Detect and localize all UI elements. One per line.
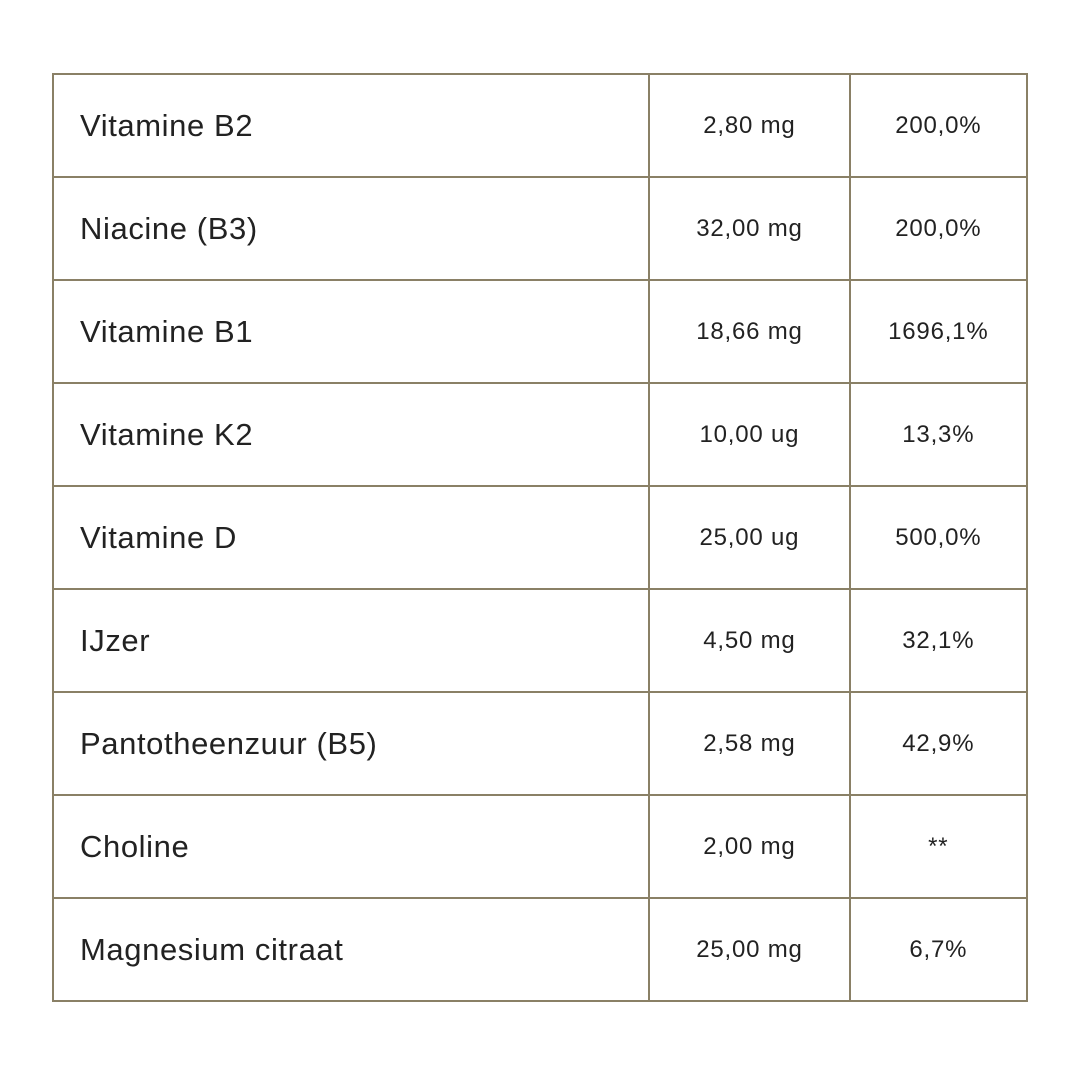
nutrient-name: Vitamine D — [53, 486, 649, 589]
nutrient-name: IJzer — [53, 589, 649, 692]
nutrient-percent: 200,0% — [850, 74, 1027, 177]
nutrient-name: Vitamine B1 — [53, 280, 649, 383]
table-row — [53, 280, 1027, 383]
nutrient-percent: 200,0% — [850, 177, 1027, 280]
nutrient-percent: 500,0% — [850, 486, 1027, 589]
nutrient-name: Pantotheenzuur (B5) — [53, 692, 649, 795]
nutrient-percent: 32,1% — [850, 589, 1027, 692]
table-row — [53, 486, 1027, 589]
nutrient-amount: 2,80 mg — [649, 74, 849, 177]
nutrient-amount: 25,00 mg — [649, 898, 849, 1001]
table-row — [53, 692, 1027, 795]
nutrient-name: Vitamine K2 — [53, 383, 649, 486]
nutrient-amount: 10,00 ug — [649, 383, 849, 486]
nutrient-amount: 18,66 mg — [649, 280, 849, 383]
table-row — [53, 74, 1027, 177]
nutrient-percent: 1696,1% — [850, 280, 1027, 383]
table-row — [53, 898, 1027, 1001]
nutrition-table-body — [53, 74, 1027, 1001]
nutrient-name: Magnesium citraat — [53, 898, 649, 1001]
table-row — [53, 589, 1027, 692]
nutrient-amount: 2,00 mg — [649, 795, 849, 898]
nutrient-name: Niacine (B3) — [53, 177, 649, 280]
nutrient-percent: 6,7% — [850, 898, 1027, 1001]
nutrient-percent: 42,9% — [850, 692, 1027, 795]
nutrient-amount: 32,00 mg — [649, 177, 849, 280]
nutrition-table — [52, 73, 1028, 1002]
table-row — [53, 383, 1027, 486]
nutrient-percent: ** — [850, 795, 1027, 898]
nutrient-percent: 13,3% — [850, 383, 1027, 486]
nutrient-amount: 25,00 ug — [649, 486, 849, 589]
nutrient-name: Choline — [53, 795, 649, 898]
table-row — [53, 177, 1027, 280]
nutrient-amount: 2,58 mg — [649, 692, 849, 795]
nutrient-name: Vitamine B2 — [53, 74, 649, 177]
table-row — [53, 795, 1027, 898]
nutrient-amount: 4,50 mg — [649, 589, 849, 692]
